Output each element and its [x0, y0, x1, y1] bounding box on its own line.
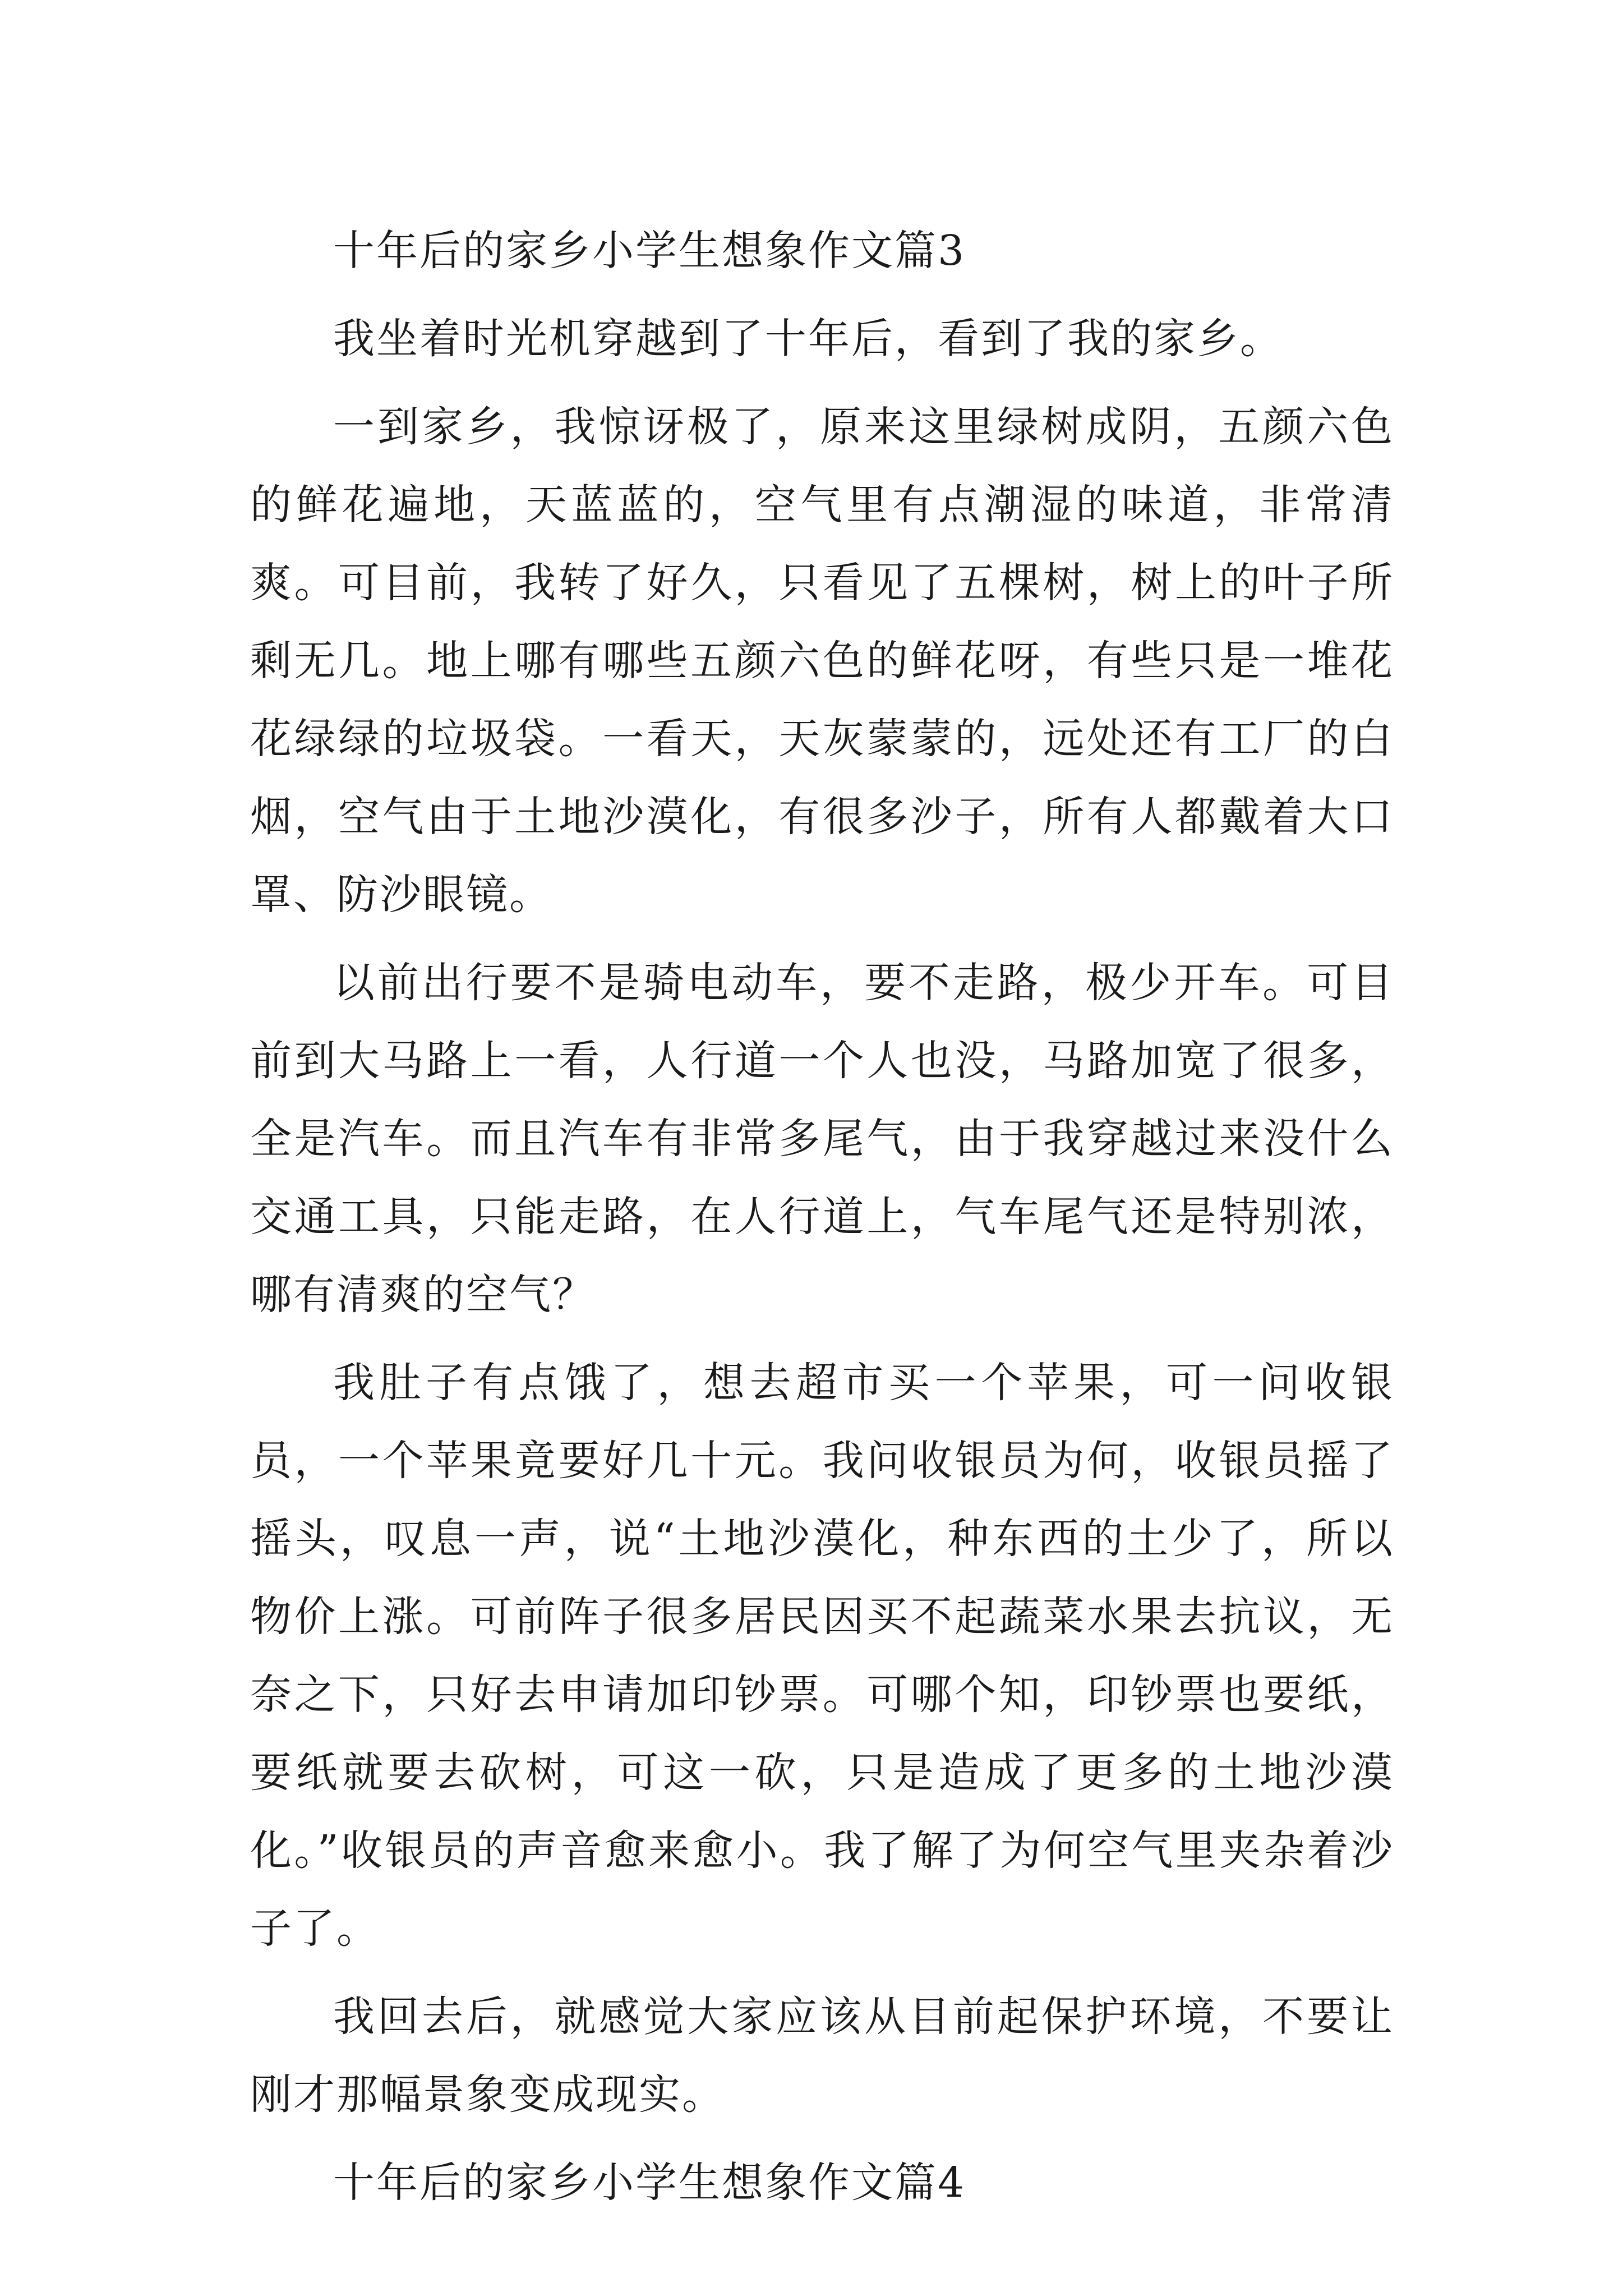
paragraph-3: 以前出行要不是骑电动车，要不走路，极少开车。可目前到大马路上一看，人行道一个人也没，马路加宽了很多，全是汽车。而且汽车有非常多尾气，由于我穿越过来没什么交通工具，只能走路，在人行道上，气车尾气还是特别浓，哪有清爽的空气？ — [250, 959, 1394, 1319]
section-heading-3: 十年后的家乡小学生想象作文篇3 — [333, 227, 966, 275]
section-heading-4: 十年后的家乡小学生想象作文篇4 — [333, 2159, 966, 2207]
paragraph-2: 一到家乡，我惊讶极了，原来这里绿树成阴，五颜六色的鲜花遍地，天蓝蓝的，空气里有点潮湿的味道，非常清爽。可目前，我转了好久，只看见了五棵树，树上的叶子所剩无几。地上哪有哪些五颜六色的鲜花呀，有些只是一堆花花绿绿的垃圾袋。一看天，天灰蒙蒙的，远处还有工厂的白烟，空气由于土地沙漠化，有很多沙子，所有人都戴着大口罩、防沙眼镜。 — [250, 403, 1394, 919]
paragraph-1: 我坐着时光机穿越到了十年后，看到了我的家乡。 — [333, 315, 1283, 363]
paragraph-4: 我肚子有点饿了，想去超市买一个苹果，可一问收银员，一个苹果竟要好几十元。我问收银员为何，收银员摇了摇头，叹息一声，说“土地沙漠化，种东西的土少了，所以物价上涨。可前阵子很多居民因买不起蔬菜水果去抗议，无奈之下，只好去申请加印钞票。可哪个知，印钞票也要纸，要纸就要去砍树，可这一砍，只是造成了更多的土地沙漠化。”收银员的声音愈来愈小。我了解了为何空气里夹杂着沙子了。 — [250, 1359, 1394, 1953]
body-text — [250, 212, 1394, 2232]
paragraph-5: 我回去后，就感觉大家应该从目前起保护环境，不要让刚才那幅景象变成现实。 — [250, 1993, 1394, 2119]
